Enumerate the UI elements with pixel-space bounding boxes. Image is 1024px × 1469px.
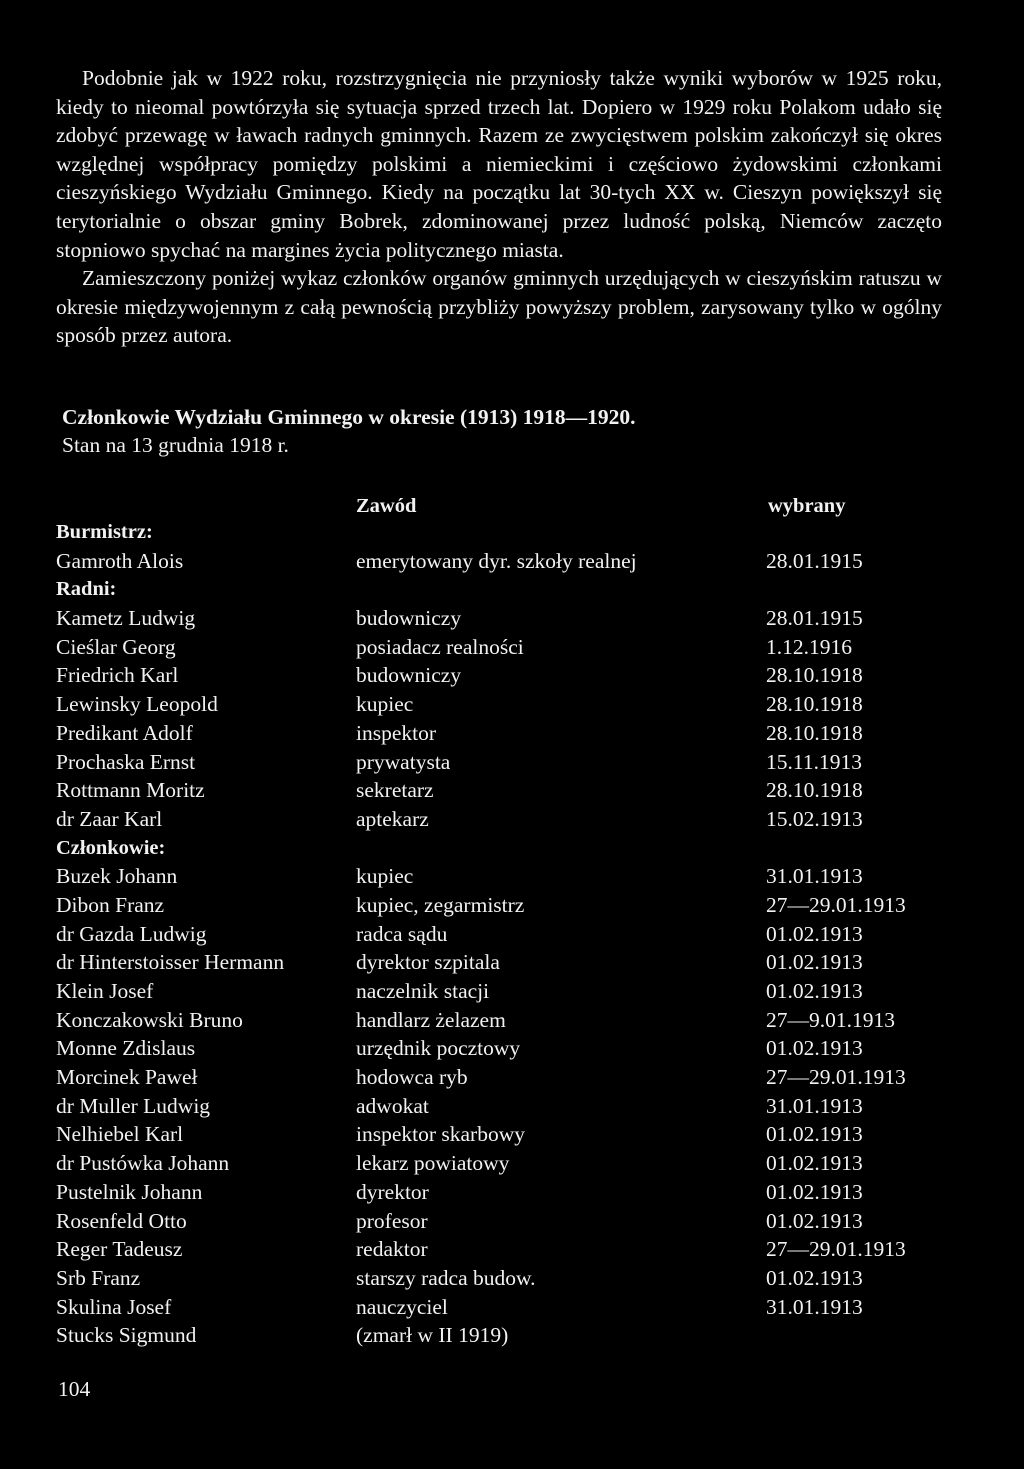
member-occupation: lekarz powiatowy xyxy=(356,1151,510,1176)
member-row xyxy=(56,1293,956,1322)
member-name: Lewinsky Leopold xyxy=(56,692,218,717)
member-occupation: aptekarz xyxy=(356,806,429,831)
group-title: Członkowie: xyxy=(56,836,166,859)
member-name: Rottmann Moritz xyxy=(56,778,205,803)
member-occupation: kupiec xyxy=(356,864,414,889)
member-row xyxy=(56,805,956,834)
member-occupation: profesor xyxy=(356,1208,428,1233)
member-elected-date: 01.02.1913 xyxy=(766,979,863,1003)
member-row xyxy=(56,1034,956,1063)
member-elected-date: 27—9.01.1913 xyxy=(766,1007,895,1032)
member-occupation: starszy radca budow. xyxy=(356,1265,536,1290)
member-occupation: nauczyciel xyxy=(356,1294,448,1319)
member-name: Friedrich Karl xyxy=(56,663,179,688)
member-elected-date: 28.10.1918 xyxy=(766,720,863,745)
member-occupation: dyrektor xyxy=(356,1179,429,1204)
list-subtitle: Stan na 13 grudnia 1918 r. xyxy=(62,433,289,457)
member-elected-date: 15.11.1913 xyxy=(766,749,862,774)
member-occupation: radca sądu xyxy=(356,921,448,946)
member-occupation: handlarz żelazem xyxy=(356,1007,506,1032)
member-name: Dibon Franz xyxy=(56,892,165,917)
member-name: Stucks Sigmund xyxy=(56,1323,197,1348)
member-name: Pustelnik Johann xyxy=(56,1179,203,1204)
members-table xyxy=(56,518,956,1350)
member-elected-date: 01.02.1913 xyxy=(766,950,863,975)
member-name: Nelhiebel Karl xyxy=(56,1122,184,1147)
member-name: Gamroth Alois xyxy=(56,548,184,573)
page-number: 104 xyxy=(58,1377,91,1401)
member-row xyxy=(56,1178,956,1207)
member-row xyxy=(56,1006,956,1035)
member-occupation: kupiec, zegarmistrz xyxy=(356,892,525,917)
member-name: Cieślar Georg xyxy=(56,634,176,659)
member-occupation: (zmarł w II 1919) xyxy=(356,1323,509,1348)
member-row xyxy=(56,1120,956,1149)
member-name: Rosenfeld Otto xyxy=(56,1208,187,1233)
intro-paragraph-1: Podobnie jak w 1922 roku, rozstrzygnięcia nie przyniosły także wyniki wyborów w 1925 roku, kiedy to nieomal powtórzyła się sytuacja sprzed trzech lat. Dopiero w 1929 roku Polakom udało się zdobyć przewagę w ławach radnych gminnych. Razem ze zwycięstwem polskim zakończył się okres względnej współpracy pomiędzy polskimi a niemieckimi i częściowo żydowskimi członkami cieszyńskiego Wydziału Gminnego. Kiedy na początku lat 30-tych XX w. Cieszyn powiększył się terytorialnie o obszar gminy Bobrek, zdominowanej przez ludność polską, Niemców zaczęto stopniowo spychać na margines życia politycznego miasta. xyxy=(56,66,942,262)
member-row xyxy=(56,1149,956,1178)
member-row xyxy=(56,948,956,977)
member-occupation: adwokat xyxy=(356,1093,429,1118)
member-elected-date: 01.02.1913 xyxy=(766,1122,863,1147)
member-elected-date: 31.01.1913 xyxy=(766,864,863,889)
member-row xyxy=(56,719,956,748)
member-name: Konczakowski Bruno xyxy=(56,1007,243,1032)
member-occupation: sekretarz xyxy=(356,778,434,803)
member-row xyxy=(56,748,956,777)
member-row xyxy=(56,776,956,805)
list-title: Członkowie Wydziału Gminnego w okresie (1913) 1918—1920. xyxy=(62,405,636,429)
member-row xyxy=(56,891,956,920)
member-name: Skulina Josef xyxy=(56,1294,172,1319)
member-row xyxy=(56,977,956,1006)
member-elected-date: 28.01.1915 xyxy=(766,606,863,631)
member-name: Srb Franz xyxy=(56,1265,141,1290)
member-row xyxy=(56,1235,956,1264)
column-header-job: Zawód xyxy=(356,495,417,517)
member-name: Klein Josef xyxy=(56,979,154,1003)
member-elected-date: 1.12.1916 xyxy=(766,634,852,659)
member-row xyxy=(56,633,956,662)
member-name: Kametz Ludwig xyxy=(56,606,196,631)
member-row xyxy=(56,547,956,576)
intro-paragraph-2: Zamieszczony poniżej wykaz członków organów gminnych urzędujących w cieszyńskim ratuszu w okresie międzywojennym z całą pewnością przybliży powyższy problem, zarysowany tylko w ogólny sposób przez autora. xyxy=(56,266,942,348)
member-row xyxy=(56,661,956,690)
member-occupation: redaktor xyxy=(356,1237,428,1262)
member-occupation: emerytowany dyr. szkoły realnej xyxy=(356,548,637,573)
member-name: dr Pustówka Johann xyxy=(56,1151,230,1176)
member-name: dr Zaar Karl xyxy=(56,806,163,831)
member-elected-date: 28.10.1918 xyxy=(766,692,863,717)
group-title: Radni: xyxy=(56,578,117,601)
member-elected-date: 27—29.01.1913 xyxy=(766,1065,906,1090)
member-elected-date: 28.10.1918 xyxy=(766,778,863,803)
group-title: Burmistrz: xyxy=(56,521,153,543)
member-name: Prochaska Ernst xyxy=(56,749,196,774)
member-row xyxy=(56,1264,956,1293)
member-row xyxy=(56,1063,956,1092)
member-elected-date: 01.02.1913 xyxy=(766,1208,863,1233)
member-name: Morcinek Paweł xyxy=(56,1065,198,1090)
member-row xyxy=(56,1321,956,1350)
member-name: Reger Tadeusz xyxy=(56,1237,183,1262)
member-name: Monne Zdislaus xyxy=(56,1036,196,1061)
member-row xyxy=(56,604,956,633)
member-row xyxy=(56,920,956,949)
member-occupation: hodowca ryb xyxy=(356,1065,468,1090)
member-occupation: budowniczy xyxy=(356,663,462,688)
member-occupation: prywatysta xyxy=(356,749,451,774)
member-elected-date: 27—29.01.1913 xyxy=(766,1237,906,1262)
member-occupation: naczelnik stacji xyxy=(356,979,490,1003)
column-header-elected: wybrany xyxy=(768,495,846,517)
member-row xyxy=(56,1207,956,1236)
member-elected-date: 31.01.1913 xyxy=(766,1294,863,1319)
member-occupation: dyrektor szpitala xyxy=(356,950,500,975)
member-occupation: urzędnik pocztowy xyxy=(356,1036,521,1061)
member-elected-date: 15.02.1913 xyxy=(766,806,863,831)
intro-text xyxy=(56,64,942,350)
member-occupation: budowniczy xyxy=(356,606,462,631)
member-row xyxy=(56,1092,956,1121)
member-name: dr Hinterstoisser Hermann xyxy=(56,950,285,975)
member-occupation: kupiec xyxy=(356,692,414,717)
list-heading xyxy=(62,403,636,459)
member-elected-date: 01.02.1913 xyxy=(766,1151,863,1176)
member-occupation: inspektor skarbowy xyxy=(356,1122,525,1147)
member-elected-date: 01.02.1913 xyxy=(766,1265,863,1290)
member-elected-date: 28.10.1918 xyxy=(766,663,863,688)
member-name: Predikant Adolf xyxy=(56,720,193,745)
member-row xyxy=(56,862,956,891)
member-row xyxy=(56,690,956,719)
member-elected-date: 27—29.01.1913 xyxy=(766,892,906,917)
member-name: dr Muller Ludwig xyxy=(56,1093,211,1118)
member-elected-date: 01.02.1913 xyxy=(766,1179,863,1204)
member-name: Buzek Johann xyxy=(56,864,178,889)
member-occupation: posiadacz realności xyxy=(356,634,524,659)
member-elected-date: 28.01.1915 xyxy=(766,548,863,573)
member-occupation: inspektor xyxy=(356,720,437,745)
member-elected-date: 01.02.1913 xyxy=(766,921,863,946)
member-elected-date: 31.01.1913 xyxy=(766,1093,863,1118)
member-elected-date: 01.02.1913 xyxy=(766,1036,863,1061)
member-name: dr Gazda Ludwig xyxy=(56,921,207,946)
